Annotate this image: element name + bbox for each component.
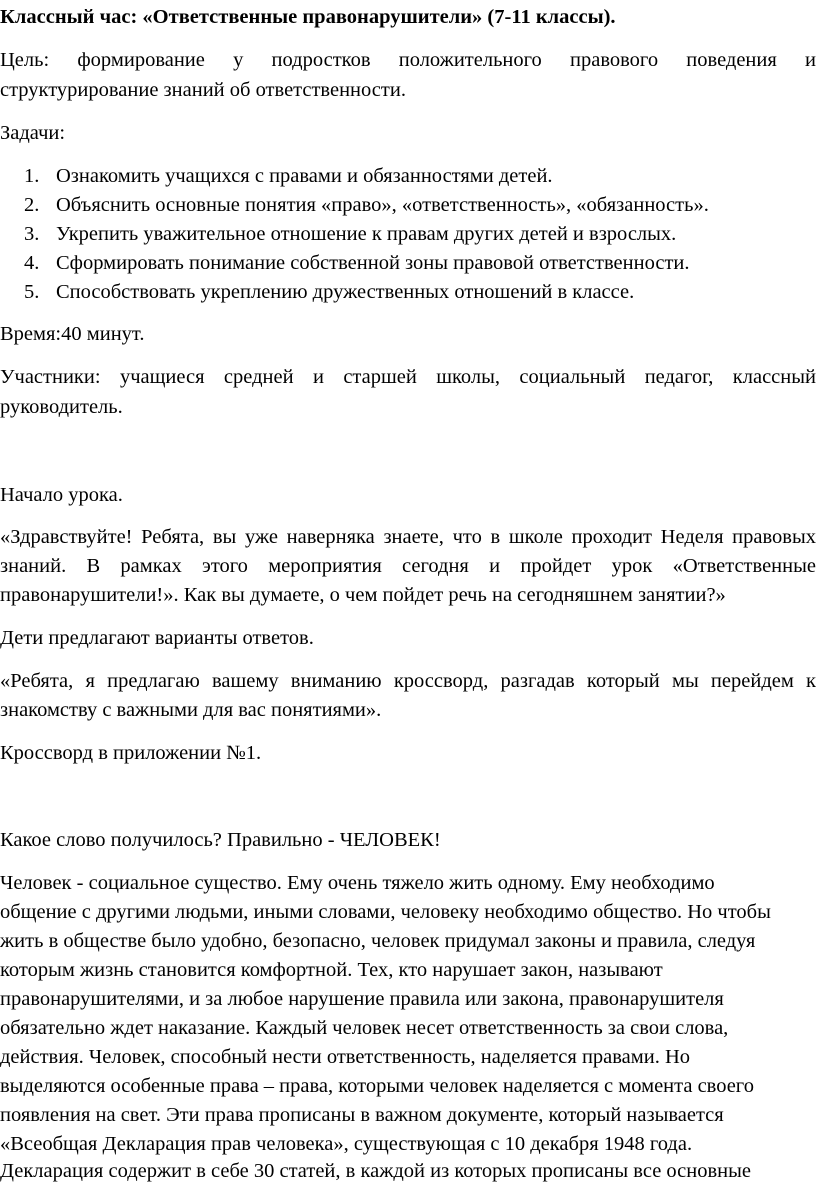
list-item-text: Укрепить уважительное отношение к правам других детей и взрослых.	[56, 223, 677, 245]
list-item	[0, 248, 816, 278]
participants-line-2: руководитель.	[0, 396, 123, 418]
list-item	[0, 190, 816, 220]
list-item-number: 1.	[24, 165, 40, 187]
list-item-number: 2.	[24, 194, 40, 216]
body-line: появления на свет. Эти права прописаны в важном документе, который называется	[0, 1104, 724, 1126]
goal-line-2: структурирование знаний об ответственности.	[0, 79, 406, 101]
crossword-intro-line-1: «Ребята, я предлагаю вашему вниманию кроссворд, разгадав который мы перейдем к	[0, 670, 816, 692]
list-item-number: 3.	[24, 223, 40, 245]
list-item	[0, 277, 816, 307]
list-item-number: 5.	[24, 281, 40, 303]
body-line: действия. Человек, способный нести ответственность, наделяется правами. Но	[0, 1046, 691, 1068]
list-item	[0, 219, 816, 249]
greeting-line-3: правонарушители!». Как вы думаете, о чем пойдет речь на сегодняшнем занятии?»	[0, 584, 726, 606]
body-line: правонарушителями, и за любое нарушение правила или закона, правонарушителя	[0, 988, 724, 1010]
tasks-label: Задачи:	[0, 122, 66, 144]
lesson-start: Начало урока.	[0, 484, 123, 506]
list-item-number: 4.	[24, 252, 40, 274]
document-title: Классный час: «Ответственные правонарушители» (7-11 классы).	[0, 6, 616, 28]
list-item-text: Ознакомить учащихся с правами и обязанностями детей.	[56, 165, 553, 187]
time-line: Время:40 минут.	[0, 323, 145, 345]
list-item-text: Способствовать укреплению дружественных отношений в классе.	[56, 281, 635, 303]
list-item	[0, 161, 816, 191]
list-item-text: Сформировать понимание собственной зоны правовой ответственности.	[56, 252, 690, 274]
greeting-line-2: знаний. В рамках этого мероприятия сегодня и пройдет урок «Ответственные	[0, 555, 816, 577]
body-line: Декларация содержит в себе 30 статей, в каждой из которых прописаны все основные	[0, 1160, 752, 1182]
greeting-line-1: «Здравствуйте! Ребята, вы уже наверняка знаете, что в школе проходит Неделя правовых	[0, 526, 816, 548]
body-line: которым жизнь становится комфортной. Тех, кто нарушает закон, называют	[0, 959, 663, 981]
body-line: обязательно ждет наказание. Каждый человек несет ответственность за свои слова,	[0, 1017, 729, 1039]
body-line: жить в обществе было удобно, безопасно, человек придумал законы и правила, следуя	[0, 930, 756, 952]
list-item-text: Объяснить основные понятия «право», «ответственность», «обязанность».	[56, 194, 709, 216]
body-line: Человек - социальное существо. Ему очень тяжело жить одному. Ему необходимо	[0, 872, 715, 894]
answer-line: Какое слово получилось? Правильно - ЧЕЛОВЕК!	[0, 829, 441, 851]
children-answer: Дети предлагают варианты ответов.	[0, 627, 314, 649]
body-line: «Всеобщая Декларация прав человека», существующая с 10 декабря 1948 года.	[0, 1133, 693, 1155]
body-line: общение с другими людьми, иными словами, человеку необходимо общество. Но чтобы	[0, 901, 771, 923]
body-line: выделяются особенные права – права, которыми человек наделяется с момента своего	[0, 1075, 754, 1097]
crossword-intro-line-2: знакомству с важными для вас понятиями».	[0, 699, 382, 721]
participants-line-1: Участники: учащиеся средней и старшей школы, социальный педагог, классный	[0, 366, 816, 388]
crossword-reference: Кроссворд в приложении №1.	[0, 742, 262, 764]
goal-line-1: Цель: формирование у подростков положительного правового поведения и	[0, 49, 816, 71]
